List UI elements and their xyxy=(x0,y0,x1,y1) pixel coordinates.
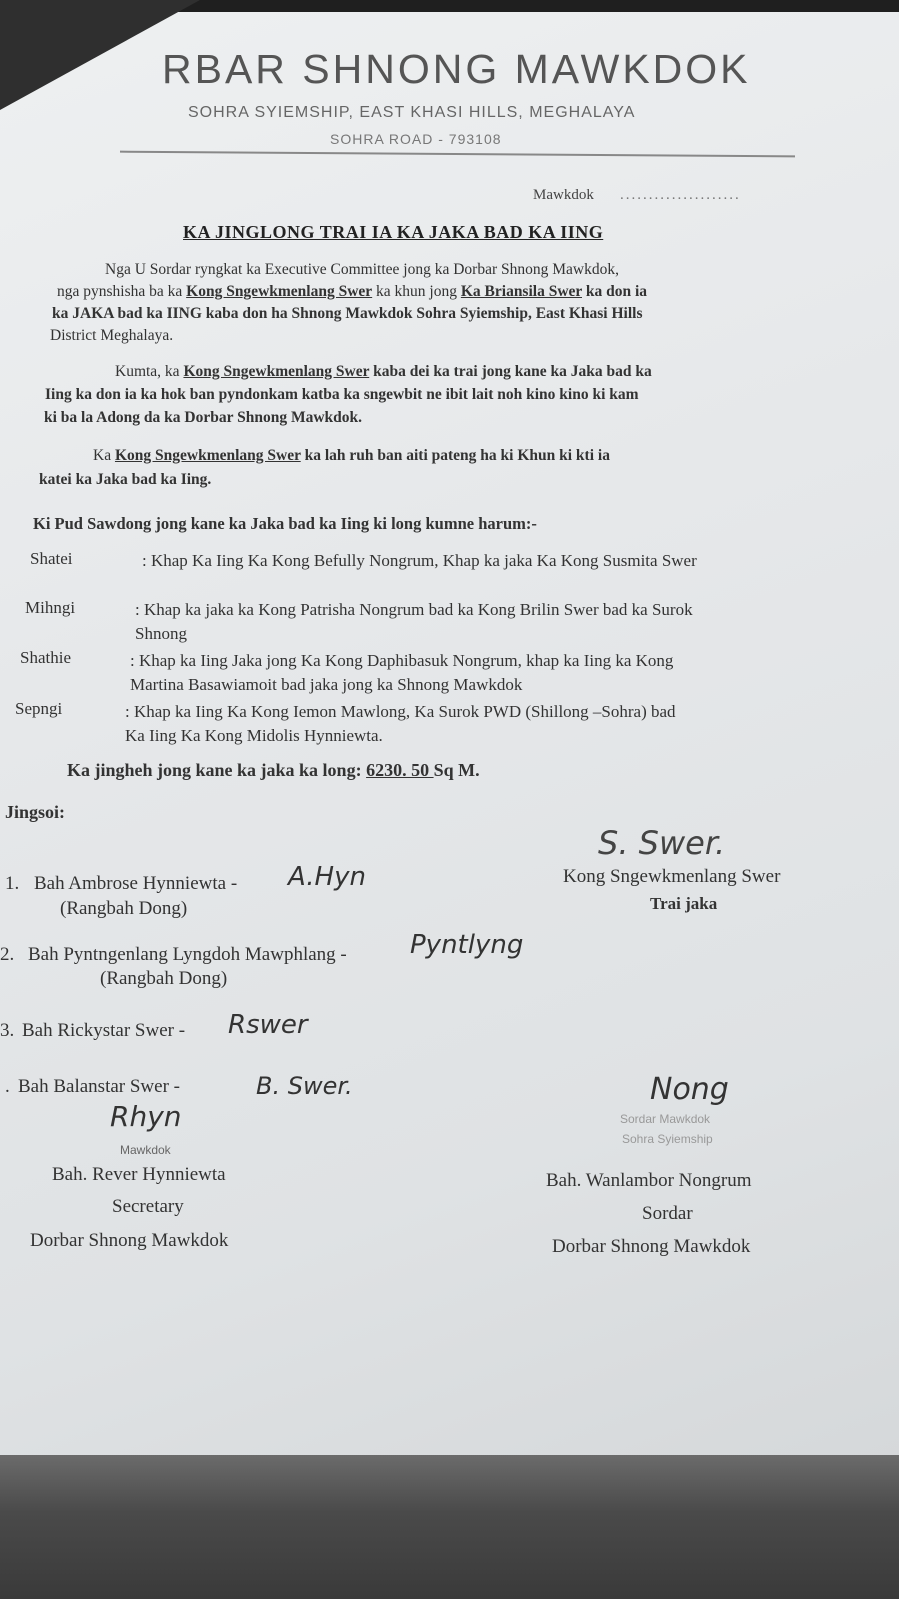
owner-signature: S. Swer. xyxy=(598,824,726,862)
secretary-org: Dorbar Shnong Mawkdok xyxy=(30,1230,229,1251)
letterhead-rule xyxy=(120,151,795,158)
sordar-signature: Nong xyxy=(650,1072,729,1107)
witness-1-name: Bah Ambrose Hynniewta - xyxy=(34,873,238,894)
sordar-org: Dorbar Shnong Mawkdok xyxy=(552,1236,751,1257)
witness-3-name: Bah Rickystar Swer - xyxy=(22,1020,186,1041)
witness-1-signature: A.Hyn xyxy=(288,862,366,892)
sordar-title: Sordar xyxy=(642,1203,693,1224)
paragraph-3-line-1: Ka Kong Sngewkmenlang Swer ka lah ruh ban aiti pateng ha ki Khun ki kti ia xyxy=(93,447,610,464)
boundary-value-south-1: : Khap ka Iing Jaka jong Ka Kong Daphibasuk Nongrum, khap ka Iing ka Kong xyxy=(130,651,674,670)
witness-4-number: . xyxy=(5,1076,10,1097)
secretary-stamp: Mawkdok xyxy=(120,1143,171,1157)
letterhead-title: RBAR SHNONG MAWKDOK xyxy=(162,46,751,92)
boundaries-heading: Ki Pud Sawdong jong kane ka Jaka bad ka Iing ki long kumne harum:- xyxy=(33,514,537,533)
mother-name-ref: Ka Briansila Swer xyxy=(460,283,582,300)
paragraph-2-line-1: Kumta, ka Kong Sngewkmenlang Swer kaba dei ka trai jong kane ka Jaka bad ka xyxy=(115,363,652,380)
sordar-stamp-line-2: Sohra Syiemship xyxy=(622,1132,713,1146)
secretary-title: Secretary xyxy=(112,1196,184,1217)
boundary-value-west-1: : Khap ka Iing Ka Kong Iemon Mawlong, Ka Surok PWD (Shillong –Sohra) bad xyxy=(125,702,676,721)
paragraph-3-line-2: katei ka Jaka bad ka Iing. xyxy=(39,471,212,488)
paragraph-2-line-3: ki ba la Adong da ka Dorbar Shnong Mawkdok. xyxy=(44,409,363,426)
document-title: KA JINGLONG TRAI IA KA JAKA BAD KA IING xyxy=(183,222,604,242)
secretary-name: Bah. Rever Hynniewta xyxy=(52,1164,226,1185)
boundary-value-south-2: Martina Basawiamoit bad jaka jong ka Shnong Mawkdok xyxy=(130,675,523,694)
boundary-label-north: Shatei xyxy=(30,549,73,568)
witness-1-role: (Rangbah Dong) xyxy=(60,898,188,919)
paragraph-1-line-2: nga pynshisha ba ka Kong Sngewkmenlang Swer ka khun jong Ka Briansila Swer ka don ia xyxy=(57,283,648,300)
area-value: 6230. 50 xyxy=(366,760,434,780)
sordar-name: Bah. Wanlambor Nongrum xyxy=(546,1170,752,1191)
boundary-label-east: Mihngi xyxy=(25,598,76,617)
owner-name-ref: Kong Sngewkmenlang Swer xyxy=(186,283,373,300)
witness-4-signature: B. Swer. xyxy=(256,1072,353,1100)
paragraph-1-line-3: ka JAKA bad ka IING kaba don ha Shnong Mawkdok Sohra Syiemship, East Khasi Hills xyxy=(52,305,643,322)
place-label: Mawkdok xyxy=(533,187,594,203)
letterhead-address: SOHRA ROAD - 793108 xyxy=(330,131,502,147)
boundary-value-west-2: Ka Iing Ka Kong Midolis Hynniewta. xyxy=(125,726,383,745)
paragraph-1-line-4: District Meghalaya. xyxy=(50,327,174,344)
background-below-page xyxy=(0,1455,899,1599)
boundary-value-east-1: : Khap ka jaka ka Kong Patrisha Nongrum bad ka Kong Brilin Swer bad ka Surok xyxy=(135,600,693,619)
place-dots: ..................... xyxy=(620,187,741,203)
sordar-stamp-line-1: Sordar Mawkdok xyxy=(620,1112,711,1126)
witness-3-number: 3. xyxy=(0,1020,15,1041)
boundary-value-east-2: Shnong xyxy=(135,624,187,643)
owner-role: Trai jaka xyxy=(650,894,718,913)
witness-heading: Jingsoi: xyxy=(5,802,66,822)
paragraph-1-line-1: Nga U Sordar ryngkat ka Executive Committee jong ka Dorbar Shnong Mawkdok, xyxy=(105,261,619,278)
witness-1-number: 1. xyxy=(5,873,20,894)
paragraph-2-line-2: Iing ka don ia ka hok ban pyndonkam katba ka sngewbit ne ibit lait noh kino kino ki kam xyxy=(45,386,639,403)
boundary-value-north: : Khap Ka Iing Ka Kong Befully Nongrum, Khap ka jaka Ka Kong Susmita Swer xyxy=(142,551,697,570)
witness-2-role: (Rangbah Dong) xyxy=(100,968,228,989)
letterhead-subtitle: SOHRA SYIEMSHIP, EAST KHASI HILLS, MEGHALAYA xyxy=(188,104,636,121)
area-line: Ka jingheh jong kane ka jaka ka long: 6230. 50 Sq M. xyxy=(67,760,480,780)
owner-name: Kong Sngewkmenlang Swer xyxy=(563,866,781,887)
witness-2-number: 2. xyxy=(0,944,15,965)
witness-2-name: Bah Pyntngenlang Lyngdoh Mawphlang - xyxy=(28,944,347,965)
witness-3-signature: Rswer xyxy=(228,1010,308,1040)
secretary-signature: Rhyn xyxy=(110,1100,182,1133)
witness-4-name: Bah Balanstar Swer - xyxy=(18,1076,180,1097)
boundary-label-west: Sepngi xyxy=(15,699,63,718)
witness-2-signature: Pyntlyng xyxy=(410,930,524,960)
boundary-label-south: Shathie xyxy=(20,648,71,667)
